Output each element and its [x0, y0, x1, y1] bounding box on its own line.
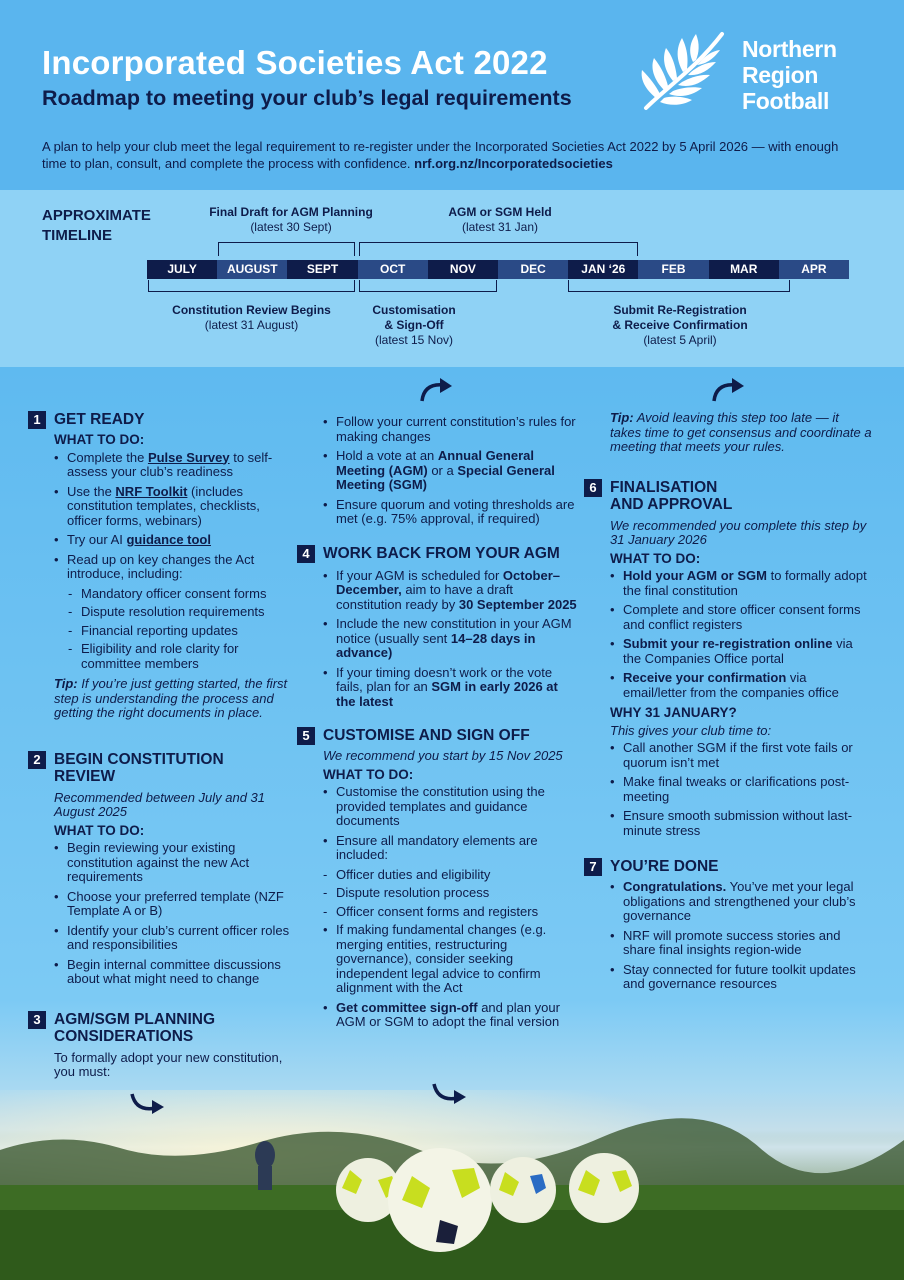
section-title: GET READY — [54, 411, 145, 428]
intro-paragraph: A plan to help your club meet the legal requirement to re-register under the Incorporated Societies Act 2022 by 5 April 2026 — with enough time to plan, consult, and complete the process with confidence. nrf.org.nz/Incorporatedsocieties — [42, 139, 839, 171]
nrf-logo — [636, 28, 866, 120]
milestone-title: AGM or SGM Held — [448, 205, 552, 219]
logo-line: Region — [742, 62, 819, 88]
list-item: • Choose your preferred template (NZF Template A or B) — [54, 890, 294, 919]
text: 14–28 days in advance) — [336, 630, 536, 660]
title-line: AND APPROVAL — [610, 495, 733, 513]
header — [0, 0, 904, 190]
section-title — [610, 479, 732, 513]
column-left — [33, 411, 294, 1080]
section-title: YOU’RE DONE — [610, 858, 719, 875]
milestone-final-draft — [196, 205, 386, 235]
fern-icon — [636, 28, 732, 118]
list-item: - Dispute resolution process — [323, 886, 579, 901]
text: via email/letter from the companies office — [623, 670, 839, 700]
step-number: 7 — [584, 858, 602, 876]
key-changes-list — [68, 587, 294, 672]
page-subtitle: Roadmap to meeting your club’s legal requirements — [42, 86, 572, 110]
milestone-date: (latest 15 Nov) — [374, 333, 454, 347]
nrf-toolkit-link[interactable]: NRF Toolkit — [115, 483, 188, 499]
what-to-do-label: WHAT TO DO: — [323, 766, 414, 782]
list-item: • Customise the constitution using the provided templates and guidance documents — [323, 785, 579, 829]
milestone-title: & Receive Confirmation — [612, 318, 748, 332]
text: Submit your re-registration online — [623, 636, 833, 651]
guidance-tool-link[interactable]: guidance tool — [126, 532, 211, 547]
text: 30 September 2025 — [458, 596, 577, 612]
column-middle — [302, 412, 579, 1035]
text: aim to have a draft constitution ready by — [336, 582, 514, 612]
title-line: CONSIDERATIONS — [54, 1027, 194, 1045]
tip-text: Avoid leaving this step too late — it takes time to get consensus and coordinate a meeting that meets your rules. — [610, 410, 872, 454]
football-field-image — [0, 1090, 904, 1280]
section-1-heading — [28, 411, 294, 429]
what-to-do-label: WHAT TO DO: — [54, 822, 145, 838]
section-4-heading — [297, 545, 579, 563]
month-cell: SEPT — [287, 260, 357, 279]
list-item: • Ensure all mandatory elements are included: — [323, 834, 579, 863]
milestone-customisation — [355, 303, 473, 348]
list-item: • NRF will promote success stories and share final insights region-wide — [610, 929, 872, 958]
list-item: - Eligibility and role clarity for committee members — [68, 642, 294, 671]
list-item — [610, 671, 872, 700]
section-6-note: We recommended you complete this step by 31 January 2026 — [610, 517, 867, 547]
page-title: Incorporated Societies Act 2022 — [42, 44, 548, 81]
text: October–December, — [336, 567, 560, 597]
section-5-tip — [610, 411, 872, 455]
section-3-intro: To formally adopt your new constitution, you must: — [54, 1049, 283, 1079]
text: Complete the — [67, 449, 148, 465]
list-item — [323, 449, 579, 493]
month-cell: OCT — [358, 260, 428, 279]
title-line: FINALISATION — [610, 478, 718, 496]
list-item: - Mandatory officer consent forms — [68, 587, 294, 602]
bracket-top-right — [359, 242, 638, 256]
list-item: • Make final tweaks or clarifications post-meeting — [610, 775, 872, 804]
timeline-title-line: TIMELINE — [42, 227, 112, 244]
section-7-heading — [584, 858, 872, 876]
list-item: • If making fundamental changes (e.g. merging entities, restructuring governance), consider seeking independent legal advice to confirm alignment with the Act — [323, 923, 579, 996]
text: Use the — [67, 483, 116, 499]
title-line: REVIEW — [54, 767, 116, 785]
bracket-bottom-right — [568, 280, 790, 292]
step-number: 2 — [28, 751, 46, 769]
text: Get committee sign-off — [336, 999, 478, 1015]
section-3-heading — [28, 1011, 294, 1045]
milestone-title: Final Draft for AGM Planning — [209, 205, 373, 219]
section-1-list — [54, 451, 294, 582]
list-item — [610, 880, 872, 924]
list-item: • Identify your club’s current officer roles and responsibilities — [54, 924, 294, 953]
step-number: 3 — [28, 1011, 46, 1029]
month-cell: JAN ‘26 — [568, 260, 638, 279]
section-6-heading — [584, 479, 872, 513]
logo-line: Football — [742, 88, 830, 114]
list-item — [323, 569, 579, 613]
text: or a — [427, 462, 458, 478]
section-5-list — [323, 785, 579, 863]
why-list — [610, 741, 872, 838]
list-item — [610, 569, 872, 598]
section-7-list — [610, 880, 872, 992]
text: (includes constitution templates, checklists, officer forms, webinars) — [67, 483, 260, 528]
list-item: • Call another SGM if the first vote fails or quorum isn’t met — [610, 741, 872, 770]
month-cell: APR — [779, 260, 849, 279]
month-cell: NOV — [428, 260, 498, 279]
website-link[interactable]: nrf.org.nz/Incorporatedsocieties — [414, 156, 613, 171]
section-1-tip — [54, 677, 294, 721]
list-item — [323, 666, 579, 710]
curved-arrow-icon — [418, 377, 458, 405]
list-item: • Complete and store officer consent forms and conflict registers — [610, 603, 872, 632]
list-item — [610, 637, 872, 666]
text: Hold your AGM or SGM — [623, 568, 767, 583]
text: You’ve met your legal obligations and strengthened your club’s governance — [623, 879, 856, 923]
milestone-title: & Sign-Off — [384, 318, 444, 332]
month-bar — [147, 260, 849, 279]
section-5-heading — [297, 727, 579, 745]
section-5-list-cont — [323, 923, 579, 1030]
section-2-heading — [28, 751, 294, 785]
step-number: 5 — [297, 727, 315, 745]
column-right — [589, 410, 872, 997]
logo-line: Northern — [742, 36, 837, 62]
timeline-title-line: APPROXIMATE — [42, 207, 151, 224]
list-item: • Begin reviewing your existing constitution against the new Act requirements — [54, 841, 294, 885]
step-number: 1 — [28, 411, 46, 429]
text: Congratulations. — [623, 879, 727, 894]
milestone-title: Customisation — [372, 303, 456, 317]
why-heading: WHY 31 JANUARY? — [610, 705, 737, 720]
section-title — [54, 1011, 215, 1045]
curved-arrow-icon — [430, 1080, 470, 1108]
section-3-list — [323, 415, 579, 527]
what-to-do-label: WHAT TO DO: — [610, 550, 701, 566]
mandatory-elements-list — [323, 868, 579, 920]
text: Try our AI — [67, 532, 127, 547]
section-5-note: We recommend you start by 15 Nov 2025 — [323, 748, 563, 763]
month-cell: MAR — [709, 260, 779, 279]
curved-arrow-icon — [710, 377, 750, 405]
month-cell: AUGUST — [217, 260, 287, 279]
tip-label: Tip: — [610, 410, 634, 425]
section-title: WORK BACK FROM YOUR AGM — [323, 544, 560, 562]
milestone-agm-held — [415, 205, 585, 235]
section-6-list — [610, 569, 872, 700]
list-item: • Ensure quorum and voting thresholds are met (e.g. 75% approval, if required) — [323, 498, 579, 527]
milestone-date: (latest 31 August) — [204, 318, 299, 332]
text: via the Companies Office portal — [623, 636, 853, 666]
section-4-list — [323, 569, 579, 710]
month-cell: DEC — [498, 260, 568, 279]
logo-wordmark — [742, 36, 837, 114]
text: Receive your confirmation — [623, 670, 787, 685]
milestone-date: (latest 31 Jan) — [461, 220, 539, 234]
bracket-top-left — [218, 242, 355, 256]
timeline-title — [42, 206, 151, 246]
list-item — [54, 485, 294, 529]
bracket-bottom-mid — [359, 280, 497, 292]
month-cell: JULY — [147, 260, 217, 279]
intro-text — [42, 138, 842, 172]
milestone-review-begins — [148, 303, 355, 333]
milestone-submit — [590, 303, 770, 348]
month-cell: FEB — [638, 260, 708, 279]
text: to self-assess your club’s readiness — [67, 449, 273, 479]
title-line: AGM/SGM PLANNING — [54, 1010, 216, 1028]
tip-text: If you’re just getting started, the first step is understanding the process and getting the right documents in place. — [54, 676, 288, 720]
list-item: • Stay connected for future toolkit updates and governance resources — [610, 963, 872, 992]
list-item — [323, 1001, 579, 1030]
text: Read up on key changes the Act introduce, including: — [67, 551, 255, 581]
text: Annual General Meeting (AGM) — [336, 448, 534, 478]
text: Special General Meeting (SGM) — [336, 462, 555, 492]
list-item: - Dispute resolution requirements — [68, 605, 294, 620]
curved-arrow-icon — [128, 1090, 168, 1118]
list-item — [54, 553, 294, 582]
what-to-do-label: WHAT TO DO: — [54, 432, 145, 447]
milestone-title: Submit Re-Registration — [613, 303, 747, 317]
milestone-date: (latest 5 April) — [643, 333, 717, 347]
text: Include the new constitution in your AGM notice (usually sent — [336, 616, 572, 646]
section-2-note: Recommended between July and 31 August 2025 — [54, 789, 266, 819]
pulse-survey-link[interactable]: Pulse Survey — [147, 449, 230, 465]
list-item: • Begin internal committee discussions about what might need to change — [54, 958, 294, 987]
list-item: - Financial reporting updates — [68, 624, 294, 639]
text: Hold a vote at an — [336, 448, 438, 463]
list-item — [54, 451, 294, 480]
section-title: CUSTOMISE AND SIGN OFF — [323, 727, 530, 744]
step-number: 4 — [297, 545, 315, 563]
section-title — [54, 751, 224, 785]
section-2-list — [54, 841, 294, 987]
text: If your AGM is scheduled for — [336, 567, 503, 583]
text: to formally adopt the final constitution — [623, 568, 867, 598]
list-item: - Officer consent forms and registers — [323, 905, 579, 920]
step-number: 6 — [584, 479, 602, 497]
why-note: This gives your club time to: — [610, 722, 772, 738]
list-item — [323, 617, 579, 661]
tip-label: Tip: — [54, 676, 78, 691]
text: and plan your AGM or SGM to adopt the final version — [336, 999, 560, 1029]
milestone-date: (latest 30 Sept) — [250, 220, 332, 234]
title-line: BEGIN CONSTITUTION — [54, 750, 224, 768]
list-item — [54, 533, 294, 548]
list-item: • Ensure smooth submission without last-minute stress — [610, 809, 872, 838]
bracket-bottom-left — [148, 280, 355, 292]
text: If your timing doesn’t work or the vote fails, plan for an — [336, 664, 553, 694]
milestone-title: Constitution Review Begins — [172, 303, 331, 317]
football-scene-illustration — [0, 1090, 904, 1280]
text: SGM in early 2026 at the latest — [336, 679, 558, 709]
timeline-section — [0, 190, 904, 367]
list-item: - Officer duties and eligibility — [323, 868, 579, 883]
list-item: • Follow your current constitution’s rules for making changes — [323, 415, 579, 444]
